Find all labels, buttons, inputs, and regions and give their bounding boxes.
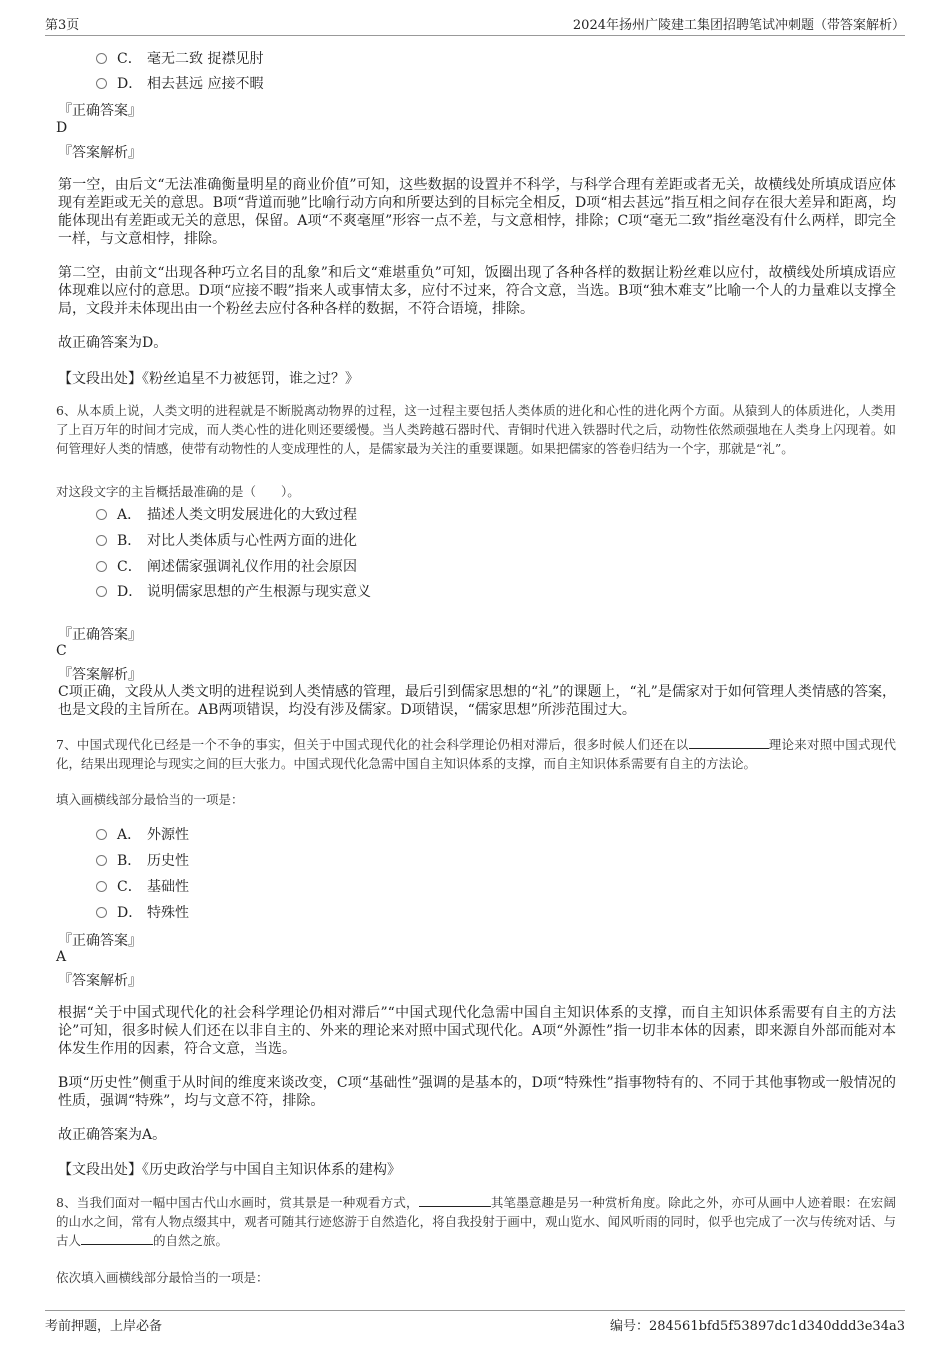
- q6-analysis-label: 『答案解析』: [58, 667, 142, 683]
- q6-stem: 6、从本质上说，人类文明的进程就是不断脱离动物界的过程，这一过程主要包括人类体质的进化和心性的进化两个方面。从猿到人的体质进化，人类用了上百万年的时间才完成，而人类心性的进化则还要缓慢。当人类跨越石器时代、青铜时代进入铁器时代之后，动物性依然顽强地在人类身上闪现着。如何管理好人类的情感，使带有动物性的人变成理性的人，是儒家最为关注的重要课题。如果把儒家的答卷归结为一个字，那就是“礼”。: [56, 403, 896, 456]
- radio-icon[interactable]: [96, 78, 107, 89]
- page-number: 第3页: [45, 18, 80, 33]
- q5-analysis-paragraph-1: 第一空，由后文“无法准确衡量明星的商业价值”可知，这些数据的设置并不科学，与科学合理有差距或者无关，故横线处所填成语应体现有差距或无关的意思。B项“背道而驰”比喻行动方向和所要达到的目标完全相反，D项“相去甚远”指互相之间存在很大差异和距离，均能体现出有差距或无关的意思，保留。A项“不爽毫厘”形容一点不差，与文意相悖，排除；C项“毫无二致”指丝毫没有什么两样，即完全一样，与文意相悖，排除。: [58, 177, 896, 247]
- q6-option-b[interactable]: B． 对比人类体质与心性两方面的进化: [96, 530, 357, 550]
- q5-answer: D: [56, 120, 68, 136]
- q6-option-a[interactable]: A． 描述人类文明发展进化的大致过程: [96, 504, 357, 524]
- radio-icon[interactable]: [96, 561, 107, 572]
- q7-stem: 7、中国式现代化已经是一个不争的事实，但关于中国式现代化的社会科学理论仍相对滞后，很多时候人们还在以 理论来对照中国式现代化，结果出现理论与现实之间的巨大张力。中国式现代化急需中国自主知识体系的支撑，而自主知识体系需要有自主的方法论。: [56, 737, 896, 771]
- q8-prompt: 依次填入画横线部分最恰当的一项是：: [56, 1270, 269, 1285]
- q7-option-b[interactable]: B． 历史性: [96, 850, 189, 870]
- q6-option-d[interactable]: D． 说明儒家思想的产生根源与现实意义: [96, 581, 371, 601]
- q6-answer-label: 『正确答案』: [58, 627, 142, 643]
- q5-analysis-label: 『答案解析』: [58, 145, 142, 161]
- page-header: [45, 12, 905, 36]
- q8-stem: 8、当我们面对一幅中国古代山水画时，赏其景是一种观看方式， 其笔墨意趣是另一种赏析角度。除此之外，亦可从画中人迹着眼：在宏阔的山水之间，常有人物点缀其中，观者可随其行迹悠游于自然造化，将自我投射于画中，观山览水、闻风听雨的同时，似乎也完成了一次与传统对话、与古人 的自然之旅。: [56, 1195, 896, 1248]
- document-title: 2024年扬州广陵建工集团招聘笔试冲刺题（带答案解析）: [572, 18, 905, 33]
- q5-analysis-conclusion: 故正确答案为D。: [58, 335, 168, 351]
- q7-analysis-paragraph-2: B项“历史性”侧重于从时间的维度来谈改变，C项“基础性”强调的是基本的，D项“特殊性”指事物特有的、不同于其他事物或一般情况的性质，强调“特殊”，均与文意不符，排除。: [58, 1075, 896, 1109]
- q6-answer: C: [56, 643, 67, 659]
- q7-prompt: 填入画横线部分最恰当的一项是：: [56, 792, 244, 807]
- radio-icon[interactable]: [96, 586, 107, 597]
- radio-icon[interactable]: [96, 829, 107, 840]
- q7-source: 【文段出处】《历史政治学与中国自主知识体系的建构》: [58, 1162, 401, 1178]
- q5-answer-label: 『正确答案』: [58, 103, 142, 119]
- document-code: 编号：284561bfd5f53897dc1d340ddd3e34a3: [609, 1319, 905, 1334]
- radio-icon[interactable]: [96, 855, 107, 866]
- q7-analysis-label: 『答案解析』: [58, 973, 142, 989]
- radio-icon[interactable]: [96, 907, 107, 918]
- q5-option-d[interactable]: D． 相去甚远 应接不暇: [96, 73, 263, 93]
- footer-slogan: 考前押题，上岸必备: [45, 1319, 163, 1334]
- q7-analysis-conclusion: 故正确答案为A。: [58, 1127, 167, 1143]
- fill-blank: [81, 1231, 153, 1245]
- fill-blank: [419, 1193, 491, 1207]
- q6-prompt: 对这段文字的主旨概括最准确的是（ ）。: [56, 484, 300, 499]
- q7-answer-label: 『正确答案』: [58, 933, 142, 949]
- q7-analysis-paragraph-1: 根据“关于中国式现代化的社会科学理论仍相对滞后”“中国式现代化急需中国自主知识体系的支撑，而自主知识体系需要有自主的方法论”可知，很多时候人们还在以非自主的、外来的理论来对照中国式现代化。A项“外源性”指一切非本体的因素，即来源自外部而能对本体发生作用的因素，符合文意，当选。: [58, 1005, 896, 1057]
- radio-icon[interactable]: [96, 881, 107, 892]
- radio-icon[interactable]: [96, 535, 107, 546]
- q5-source: 【文段出处】《粉丝追星不力被惩罚，谁之过？》: [58, 371, 359, 387]
- q5-analysis-paragraph-2: 第二空，由前文“出现各种巧立名目的乱象”和后文“难堪重负”可知，饭圈出现了各种各样的数据让粉丝难以应付，故横线处所填成语应体现难以应付的意思。D项“应接不暇”指来人或事情太多，应付不过来，符合文意，当选。B项“独木难支”比喻一个人的力量难以支撑全局，文段并未体现出由一个粉丝去应付各种各样的数据，不符合语境，排除。: [58, 265, 896, 317]
- q7-option-d[interactable]: D． 特殊性: [96, 902, 189, 922]
- radio-icon[interactable]: [96, 509, 107, 520]
- q5-option-c[interactable]: C． 毫无二致 捉襟见肘: [96, 48, 263, 68]
- q6-analysis: C项正确，文段从人类文明的进程说到人类情感的管理，最后引到儒家思想的“礼”的课题上，“礼”是儒家对于如何管理人类情感的答案，也是文段的主旨所在。AB两项错误，均没有涉及儒家。D项错误，“儒家思想”所涉范围过大。: [58, 684, 896, 718]
- fill-blank: [689, 735, 769, 749]
- page-footer: [45, 1310, 905, 1336]
- q7-option-a[interactable]: A． 外源性: [96, 824, 189, 844]
- q7-option-c[interactable]: C． 基础性: [96, 876, 189, 896]
- radio-icon[interactable]: [96, 53, 107, 64]
- q7-answer: A: [56, 949, 67, 965]
- q6-option-c[interactable]: C． 阐述儒家强调礼仪作用的社会原因: [96, 556, 357, 576]
